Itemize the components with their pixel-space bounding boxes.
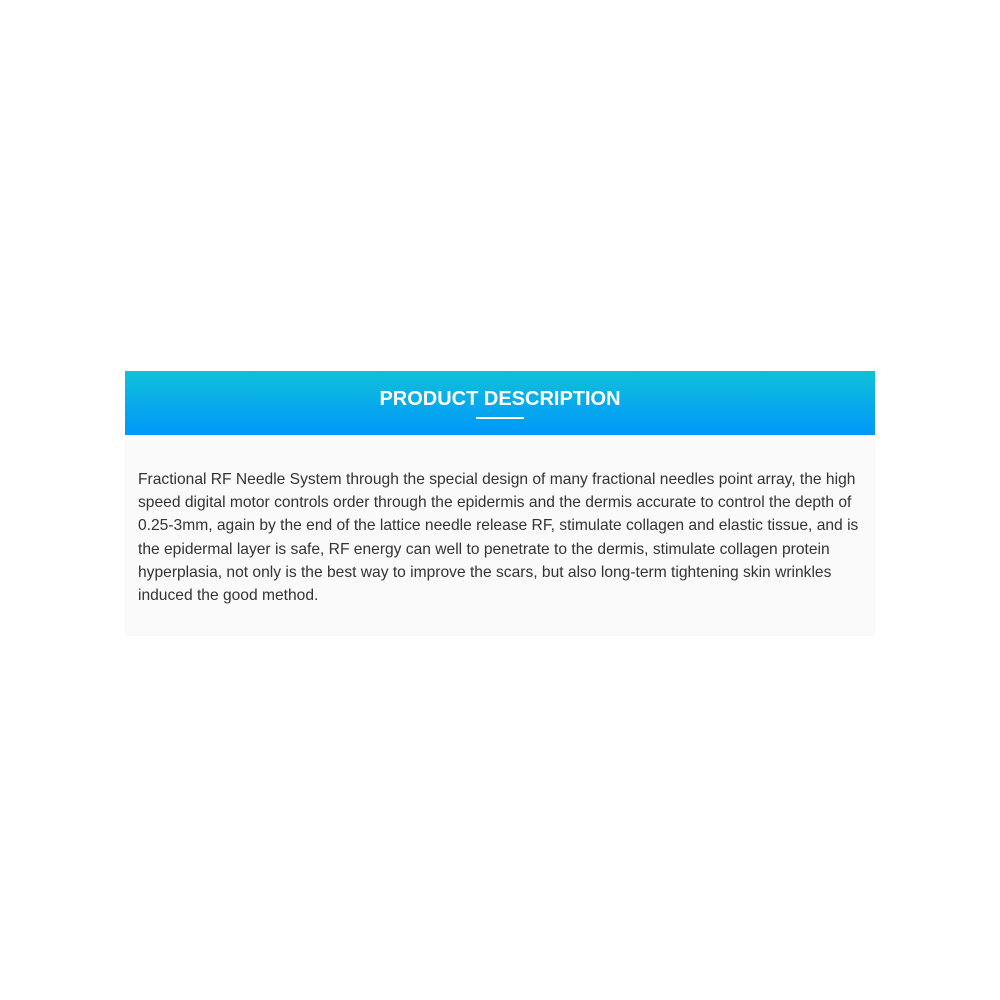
title-underline [476,417,524,419]
section-header-banner [125,371,875,435]
product-description-text: Fractional RF Needle System through the special design of many fractional needles point array, the high speed digital motor controls order through the epidermis and the dermis accurate to control the depth of 0.25-3mm, again by the end of the lattice needle release RF, stimulate collagen and elastic tissue, and is the epidermal layer is safe, RF energy can well to penetrate to the dermis, stimulate collagen protein hyperplasia, not only is the best way to improve the scars, but also long-term tightening skin wrinkles induced the good method. [138,471,859,605]
product-description-section [125,371,875,636]
section-title: PRODUCT DESCRIPTION [379,388,621,410]
